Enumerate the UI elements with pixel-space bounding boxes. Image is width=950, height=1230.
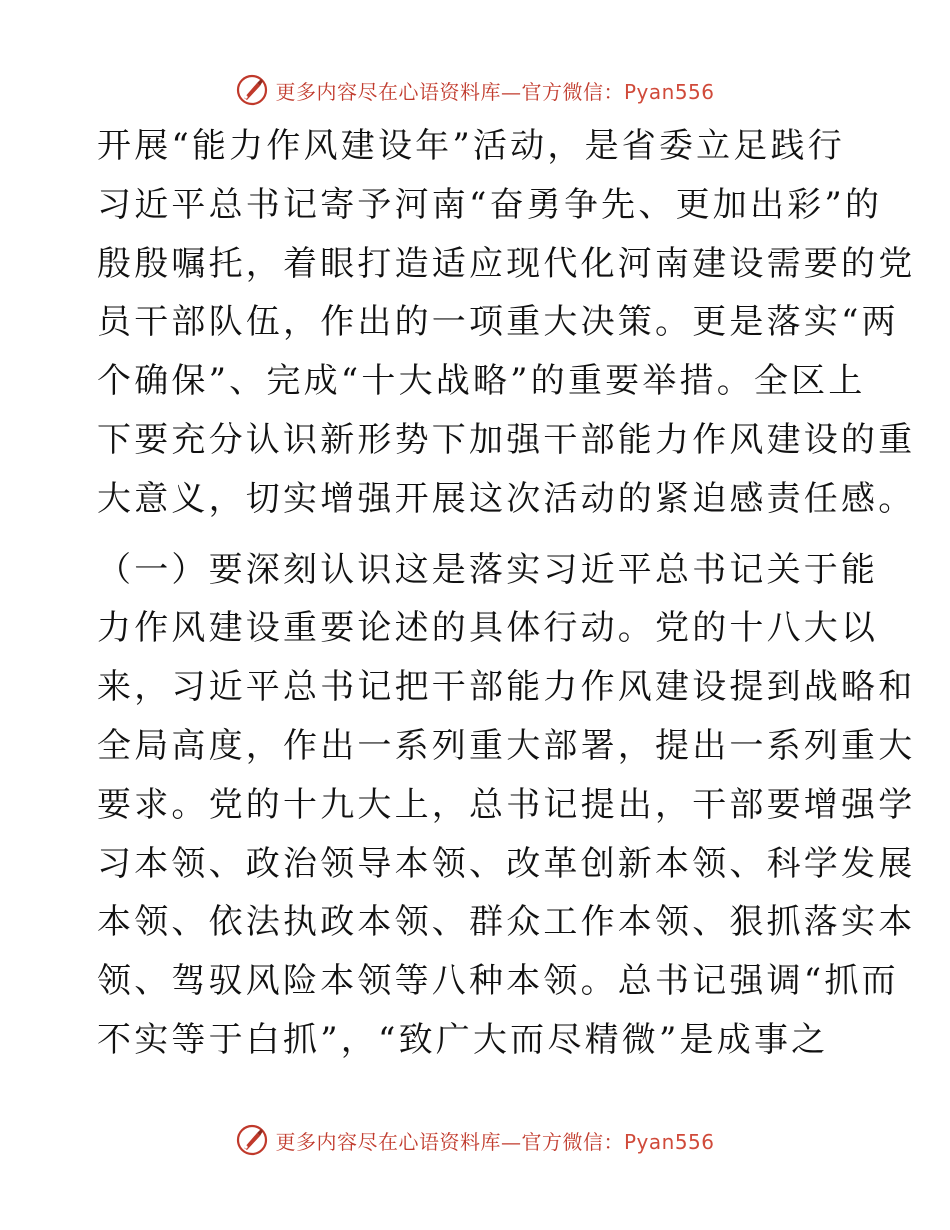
text-line: 习本领、政治领导本领、改革创新本领、科学发展 (97, 843, 916, 884)
text-line: 习近平总书记寄予河南“奋勇争先、更加出彩”的 (97, 184, 883, 225)
text-line: 不实等于白抓”，“致广大而尽精微”是成事之 (97, 1019, 829, 1060)
footer-watermark-banner (0, 1120, 950, 1160)
text-line: 领、驾驭风险本领等八种本领。总书记强调“抓而 (97, 961, 899, 1002)
watermark-text: 更多内容尽在心语资料库—官方微信：Pyan556 (275, 79, 715, 104)
watermark-account: Pyan556 (623, 1129, 715, 1154)
text-line: 下要充分认识新形势下加强干部能力作风建设的重 (97, 419, 916, 460)
text-line: 本领、依法执政本领、群众工作本领、狠抓落实本 (97, 902, 916, 943)
pen-logo-icon (235, 1123, 269, 1157)
text-line: 开展“能力作风建设年”活动，是省委立足践行 (97, 126, 845, 166)
paragraph-spacer (97, 529, 857, 541)
text-line: 力作风建设重要论述的具体行动。党的十八大以 (97, 608, 879, 649)
watermark-account: Pyan556 (623, 79, 715, 104)
text-line: 来，习近平总书记把干部能力作风建设提到战略和 (97, 667, 916, 708)
text-line: （一）要深刻认识这是落实习近平总书记关于能 (97, 549, 879, 590)
paragraph (97, 541, 916, 1070)
pen-logo-icon (235, 73, 269, 107)
text-line: 大意义，切实增强开展这次活动的紧迫感责任感。 (97, 478, 916, 519)
document-body (97, 117, 916, 1070)
text-line: 个确保”、完成“十大战略”的重要举措。全区上 (97, 361, 866, 402)
text-line: 员干部队伍，作出的一项重大决策。更是落实“两 (97, 302, 899, 343)
text-line: 要求。党的十九大上，总书记提出，干部要增强学 (97, 784, 916, 825)
watermark-text: 更多内容尽在心语资料库—官方微信：Pyan556 (275, 1129, 715, 1154)
text-line: 全局高度，作出一系列重大部署，提出一系列重大 (97, 725, 916, 766)
header-watermark-banner (0, 70, 950, 110)
paragraph (97, 117, 916, 529)
text-line: 殷殷嘱托，着眼打造适应现代化河南建设需要的党 (97, 243, 916, 284)
